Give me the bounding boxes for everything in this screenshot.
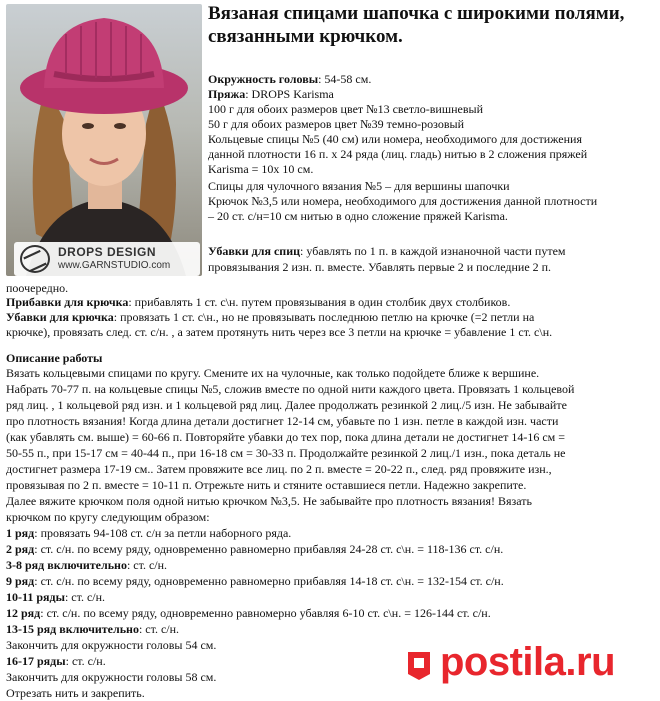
work-line: Вязать кольцевыми спицами по кругу. Смените их на чулочные, как только подойдете ближе к вершине.: [6, 366, 540, 380]
work-line: про плотность вязания! Когда длина детали достигнет 12-14 см, убавьте по 1 изн. петле в каждой изн. части: [6, 414, 559, 428]
row-instruction: 9 ряд: ст. с/н. по всему ряду, одновременно равномерно прибавляя 14-18 ст. с\н. = 132-154 ст. с/н.: [6, 574, 504, 588]
row-instruction: 10-11 ряды: ст. с/н.: [6, 590, 106, 604]
row-instruction: Закончить для окружности головы 54 см.: [6, 638, 217, 652]
spec-line: Karisma = 10х 10 см.: [208, 162, 314, 176]
row-instruction: Закончить для окружности головы 58 см.: [6, 670, 217, 684]
spec-line: Пряжа: DROPS Karisma: [208, 87, 334, 101]
work-line: (как убавлять см. выше) = 60-66 п. Повторяйте убавки до тех пор, пока длина детали не достигнет 14-16 см =: [6, 430, 566, 444]
spec-line: Окружность головы: 54-58 см.: [208, 72, 372, 86]
logo-brand: DROPS DESIGN: [58, 245, 157, 259]
woman-in-hat-illustration: [6, 4, 202, 276]
work-line: 50-55 п., при 15-17 см = 40-44 п., при 16-18 см = 30-33 п. Продолжайте резинкой 2 лиц./1 изн., пока деталь не: [6, 446, 566, 460]
work-line: ряд лиц. , 1 кольцевой ряд изн. и 1 кольцевой ряд лиц. Далее продолжать резинкой 2 лиц./5 изн. Не забывайте: [6, 398, 567, 412]
spec-line: 50 г для обоих размеров цвет №39 темно-розовый: [208, 117, 464, 131]
increase-hook-line: Прибавки для крючка: прибавлять 1 ст. с\н. путем провязывания в один столбик двух столбиков.: [6, 295, 511, 309]
work-line: провязывая по 2 п. вместе = 10-11 п. Отрежьте нить и стяните оставшиеся петли. Надежно закрепите.: [6, 478, 527, 492]
drops-design-logo: [14, 242, 200, 276]
postila-logo-icon: [404, 648, 434, 682]
row-instruction: 12 ряд: ст. с/н. по всему ряду, одновременно равномерно убавляя 6-10 ст. с\н. = 126-144 ст. с/н.: [6, 606, 491, 620]
row-instruction: 2 ряд: ст. с/н. по всему ряду, одновременно равномерно прибавляя 24-28 ст. с\н. = 118-136 ст. с/н.: [6, 542, 504, 556]
decrease-hook-line: Убавки для крючка: провязать 1 ст. с\н., но не провязывать последнюю петлю на крючке (=2 петли на: [6, 310, 535, 324]
spec-line: – 20 ст. с/н=10 см нитью в одно сложение пряжей Karisma.: [208, 209, 508, 223]
decrease-needles-line: поочередно.: [6, 281, 69, 295]
spec-line: Крючок №3,5 или номера, необходимого для достижения данной плотности: [208, 194, 598, 208]
decrease-hook-line: крючке), провязать след. ст. с/н. , а затем протянуть нить через все 3 петли на крючке = убавление 1 ст. с\н.: [6, 325, 553, 339]
model-photo: [6, 4, 202, 276]
work-line: крючком по кругу следующим образом:: [6, 510, 210, 524]
spec-line: 100 г для обоих размеров цвет №13 светло-вишневый: [208, 102, 483, 116]
watermark: postila.ru: [440, 640, 616, 684]
decrease-needles-line: провязывания 2 изн. п. вместе. Убавлять первые 2 и последние 2 п.: [208, 260, 552, 274]
row-instruction: 1 ряд: провязать 94-108 ст. с/н за петли наборного ряда.: [6, 526, 292, 540]
logo-site: www.GARNSTUDIO.com: [58, 260, 171, 271]
decrease-needles-line: Убавки для спиц: убавлять по 1 п. в каждой изнаночной части путем: [208, 244, 566, 258]
work-line: Набрать 70-77 п. на кольцевые спицы №5, сложив вместе по одной нити каждого цвета. Провязать 1 кольцевой: [6, 382, 575, 396]
page-title: Вязаная спицами шапочка с широкими полями, связанными крючком.: [208, 3, 625, 47]
work-line: достигнет размера 17-19 см.. Затем провяжите все лиц. по 2 п. вместе = 20-22 п., след. ряд провяжите изн.,: [6, 462, 552, 476]
row-instruction: 13-15 ряд включительно: ст. с/н.: [6, 622, 180, 636]
row-instruction: Отрезать нить и закрепить.: [6, 686, 145, 700]
work-heading: Описание работы: [6, 351, 103, 365]
spec-line: данной плотности 16 п. х 24 ряда (лиц. гладь) нитью в 2 сложения пряжей: [208, 147, 588, 161]
row-instruction: 3-8 ряд включительно: ст. с/н.: [6, 558, 168, 572]
work-line: Далее вяжите крючком поля одной нитью крючком №3,5. Не забывайте про плотность вязания! Вязать: [6, 494, 533, 508]
drops-logo-icon: [20, 245, 50, 273]
spec-line: Кольцевые спицы №5 (40 см) или номера, необходимого для достижения: [208, 132, 582, 146]
row-instruction: 16-17 ряды: ст. с/н.: [6, 654, 106, 668]
spec-line: Спицы для чулочного вязания №5 – для вершины шапочки: [208, 179, 510, 193]
